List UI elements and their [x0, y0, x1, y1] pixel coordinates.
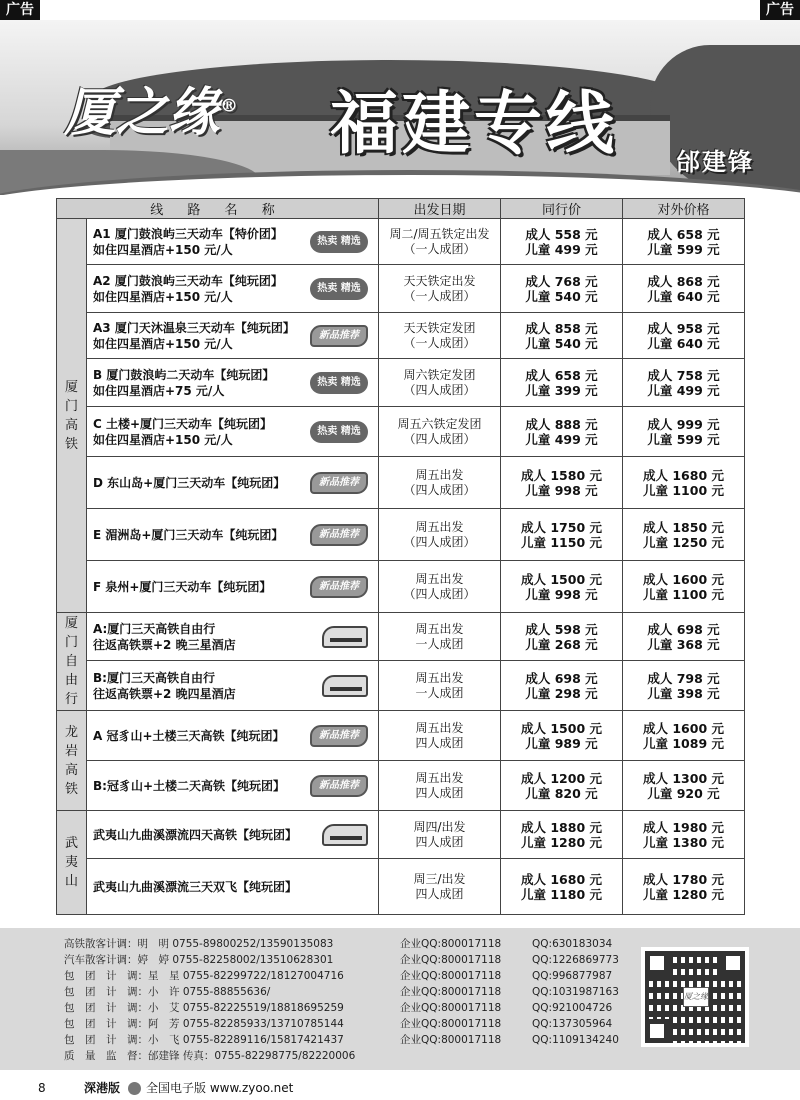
departure-text: 一人成团 [415, 636, 464, 651]
peer-price: 儿童 1180 元 [521, 886, 602, 902]
peer-price: 成人 558 元 [525, 226, 598, 242]
departure-text: 周五出发 [415, 519, 464, 534]
peer-price: 儿童 298 元 [525, 685, 598, 701]
table-row [57, 811, 745, 859]
route-cell [87, 613, 379, 661]
table-row [57, 761, 745, 811]
table-row [57, 859, 745, 915]
public-price: 成人 999 元 [647, 416, 720, 432]
region-label: 武夷山 [57, 811, 87, 915]
ad-tag-right: 广告 [760, 0, 800, 20]
route-cell [87, 859, 379, 915]
peer-price: 成人 1500 元 [521, 720, 602, 736]
departure-text: 四人成团 [415, 834, 464, 849]
table-header [57, 199, 745, 219]
peer-price: 成人 1500 元 [521, 571, 602, 587]
public-price: 成人 698 元 [647, 621, 720, 637]
public-price: 儿童 499 元 [647, 382, 720, 398]
enterprise-qq: 企业QQ:800017118 [400, 1034, 502, 1046]
enterprise-qq: 企业QQ:800017118 [400, 986, 502, 998]
peer-price-cell [501, 761, 623, 811]
public-price: 成人 958 元 [647, 320, 720, 336]
route-name: 如住四星酒店+150 元/人 [93, 432, 233, 447]
departure-text: 天天铁定出发 [403, 273, 476, 288]
route-name: 往返高铁票+2 晚三星酒店 [93, 637, 236, 652]
departure-cell [379, 219, 501, 265]
table-row [57, 265, 745, 313]
table-row [57, 561, 745, 613]
personal-qq: QQ:137305964 [532, 1018, 613, 1030]
personal-qq: QQ:1109134240 [532, 1034, 619, 1046]
peer-price: 成人 1680 元 [521, 871, 602, 887]
new-product-badge-icon: 新品推荐 [310, 576, 368, 598]
high-speed-train-icon [322, 626, 368, 648]
peer-price-cell [501, 457, 623, 509]
hot-pick-badge-icon: 热卖 精选 [310, 372, 368, 394]
public-price: 儿童 640 元 [647, 335, 720, 351]
departure-cell [379, 859, 501, 915]
contact-person: 质 量 监 督：邰建锋 传真：0755-82298775/82220006 [64, 1050, 356, 1062]
ad-tag-left: 广告 [0, 0, 40, 20]
public-price: 成人 1680 元 [643, 467, 724, 483]
departure-cell [379, 661, 501, 711]
route-name: E 湄洲岛+厦门三天动车【纯玩团】 [93, 527, 284, 542]
table-row [57, 711, 745, 761]
departure-text: 四人成团 [415, 886, 464, 901]
route-cell [87, 407, 379, 457]
route-name: 往返高铁票+2 晚四星酒店 [93, 686, 236, 701]
departure-cell [379, 265, 501, 313]
table-body [57, 219, 745, 915]
public-price-cell [623, 407, 745, 457]
departure-text: 周五六铁定发团 [397, 416, 482, 431]
peer-price-cell [501, 811, 623, 859]
departure-cell [379, 811, 501, 859]
public-price: 儿童 1089 元 [643, 735, 724, 751]
departure-cell [379, 359, 501, 407]
departure-text: （四人成团） [403, 482, 476, 497]
route-cell [87, 359, 379, 407]
public-price-cell [623, 859, 745, 915]
route-name: B:冠豸山+土楼二天高铁【纯玩团】 [93, 778, 286, 793]
public-price: 成人 658 元 [647, 226, 720, 242]
route-name: 如住四星酒店+150 元/人 [93, 336, 233, 351]
enterprise-qq: 企业QQ:800017118 [400, 970, 502, 982]
public-price-cell [623, 509, 745, 561]
public-price: 成人 798 元 [647, 670, 720, 686]
departure-text: （一人成团） [403, 241, 476, 256]
public-price-cell [623, 265, 745, 313]
departure-text: 周二/周五铁定出发 [389, 226, 490, 241]
new-product-badge-icon: 新品推荐 [310, 472, 368, 494]
departure-text: （四人成团） [403, 382, 476, 397]
price-table-wrap [56, 198, 744, 915]
brand-logo: 厦之缘® [64, 82, 239, 143]
route-name: A 冠豸山+土楼三天高铁【纯玩团】 [93, 728, 285, 743]
website-link[interactable]: 全国电子版 www.zyoo.net [146, 1081, 294, 1095]
table-row [57, 509, 745, 561]
peer-price-cell [501, 859, 623, 915]
public-price: 儿童 1100 元 [643, 586, 724, 602]
public-price: 成人 1600 元 [643, 571, 724, 587]
route-name: A3 厦门天沐温泉三天动车【纯玩团】 [93, 320, 295, 335]
route-name: F 泉州+厦门三天动车【纯玩团】 [93, 579, 272, 594]
peer-price: 成人 858 元 [525, 320, 598, 336]
contact-person: 包 团 计 调：星 星 0755-82299722/18127004716 [64, 970, 344, 982]
public-price: 儿童 1280 元 [643, 886, 724, 902]
route-cell [87, 661, 379, 711]
route-name: B 厦门鼓浪屿二天动车【纯玩团】 [93, 367, 275, 382]
route-cell [87, 313, 379, 359]
public-price: 成人 758 元 [647, 367, 720, 383]
route-cell [87, 711, 379, 761]
peer-price: 成人 888 元 [525, 416, 598, 432]
edition-icon [128, 1082, 141, 1095]
peer-price: 成人 658 元 [525, 367, 598, 383]
route-name: 如住四星酒店+75 元/人 [93, 383, 225, 398]
route-name: 如住四星酒店+150 元/人 [93, 289, 233, 304]
footer [0, 1076, 800, 1100]
peer-price: 成人 698 元 [525, 670, 598, 686]
hot-pick-badge-icon: 热卖 精选 [310, 278, 368, 300]
public-price-cell [623, 661, 745, 711]
departure-text: 四人成团 [415, 735, 464, 750]
public-price: 成人 1300 元 [643, 770, 724, 786]
public-price-cell [623, 359, 745, 407]
contact-person: 包 团 计 调：阿 芳 0755-82285933/13710785144 [64, 1018, 344, 1030]
peer-price-cell [501, 711, 623, 761]
departure-text: 四人成团 [415, 785, 464, 800]
public-price: 成人 1780 元 [643, 871, 724, 887]
banner [0, 20, 800, 195]
departure-text: 周五出发 [415, 467, 464, 482]
departure-cell [379, 313, 501, 359]
table-row [57, 313, 745, 359]
table-row [57, 661, 745, 711]
peer-price: 儿童 499 元 [525, 431, 598, 447]
departure-text: 周五出发 [415, 770, 464, 785]
departure-text: （一人成团） [403, 335, 476, 350]
new-product-badge-icon: 新品推荐 [310, 325, 368, 347]
route-cell [87, 811, 379, 859]
route-cell [87, 561, 379, 613]
peer-price: 儿童 268 元 [525, 636, 598, 652]
public-price: 儿童 920 元 [647, 785, 720, 801]
route-cell [87, 761, 379, 811]
col-header-peer-price: 同行价 [501, 199, 623, 219]
personal-qq: QQ:996877987 [532, 970, 613, 982]
route-cell [87, 265, 379, 313]
peer-price: 成人 1880 元 [521, 819, 602, 835]
enterprise-qq: 企业QQ:800017118 [400, 954, 502, 966]
peer-price: 儿童 820 元 [525, 785, 598, 801]
route-name: 如住四星酒店+150 元/人 [93, 242, 233, 257]
table-row [57, 457, 745, 509]
banner-title: 福建专线 [330, 85, 619, 164]
col-header-route: 线 路 名 称 [57, 199, 379, 219]
departure-text: 一人成团 [415, 685, 464, 700]
peer-price: 儿童 540 元 [525, 335, 598, 351]
price-table [56, 198, 745, 915]
departure-cell [379, 457, 501, 509]
personal-qq: QQ:921004726 [532, 1002, 613, 1014]
peer-price: 成人 1580 元 [521, 467, 602, 483]
peer-price: 成人 768 元 [525, 273, 598, 289]
departure-text: 天天铁定发团 [403, 320, 476, 335]
personal-qq: QQ:630183034 [532, 938, 613, 950]
departure-text: （四人成团） [403, 534, 476, 549]
departure-text: 周三/出发 [413, 871, 466, 886]
peer-price-cell [501, 407, 623, 457]
route-cell [87, 509, 379, 561]
departure-text: 周六铁定发团 [403, 367, 476, 382]
peer-price: 儿童 998 元 [525, 482, 598, 498]
departure-text: （四人成团） [403, 431, 476, 446]
peer-price-cell [501, 613, 623, 661]
departure-cell [379, 613, 501, 661]
route-name: A2 厦门鼓浪屿三天动车【纯玩团】 [93, 273, 283, 288]
departure-text: （一人成团） [403, 288, 476, 303]
qr-code [641, 947, 749, 1047]
table-row [57, 613, 745, 661]
table-row [57, 219, 745, 265]
public-price-cell [623, 761, 745, 811]
public-price-cell [623, 613, 745, 661]
public-price-cell [623, 313, 745, 359]
peer-price-cell [501, 359, 623, 407]
departure-cell [379, 509, 501, 561]
contact-person: 汽车散客计调：婷 婷 0755-82258002/13510628301 [64, 954, 334, 966]
peer-price: 成人 1200 元 [521, 770, 602, 786]
public-price: 成人 1980 元 [643, 819, 724, 835]
public-price-cell [623, 711, 745, 761]
route-name: 武夷山九曲溪漂流四天高铁【纯玩团】 [93, 827, 298, 842]
high-speed-train-icon [322, 824, 368, 846]
contact-person: 包 团 计 调：小 飞 0755-82289116/15817421437 [64, 1034, 344, 1046]
peer-price-cell [501, 509, 623, 561]
route-name: A1 厦门鼓浪屿三天动车【特价团】 [93, 226, 283, 241]
peer-price: 儿童 499 元 [525, 241, 598, 257]
departure-cell [379, 407, 501, 457]
peer-price: 成人 598 元 [525, 621, 598, 637]
route-name: B:厦门三天高铁自由行 [93, 670, 215, 685]
contact-person: 包 团 计 调：小 许 0755-88855636/ [64, 986, 271, 998]
col-header-public-price: 对外价格 [623, 199, 745, 219]
peer-price-cell [501, 219, 623, 265]
route-cell [87, 219, 379, 265]
public-price: 儿童 1250 元 [643, 534, 724, 550]
new-product-badge-icon: 新品推荐 [310, 775, 368, 797]
personal-qq: QQ:1031987163 [532, 986, 619, 998]
departure-text: 周五出发 [415, 720, 464, 735]
banner-name: 邰建锋 [676, 148, 754, 176]
peer-price: 儿童 1280 元 [521, 834, 602, 850]
public-price-cell [623, 219, 745, 265]
public-price: 成人 868 元 [647, 273, 720, 289]
hot-pick-badge-icon: 热卖 精选 [310, 421, 368, 443]
peer-price: 儿童 399 元 [525, 382, 598, 398]
enterprise-qq: 企业QQ:800017118 [400, 1018, 502, 1030]
route-name: 武夷山九曲溪漂流三天双飞【纯玩团】 [93, 879, 298, 894]
public-price: 儿童 1380 元 [643, 834, 724, 850]
departure-text: 周四/出发 [413, 819, 466, 834]
public-price: 成人 1850 元 [643, 519, 724, 535]
peer-price-cell [501, 561, 623, 613]
new-product-badge-icon: 新品推荐 [310, 524, 368, 546]
region-label: 厦门高铁 [57, 219, 87, 613]
public-price: 儿童 398 元 [647, 685, 720, 701]
region-label: 龙岩高铁 [57, 711, 87, 811]
departure-text: 周五出发 [415, 670, 464, 685]
col-header-date: 出发日期 [379, 199, 501, 219]
route-name: A:厦门三天高铁自由行 [93, 621, 216, 636]
contact-person: 高铁散客计调：明 明 0755-89800252/13590135083 [64, 938, 334, 950]
public-price: 儿童 599 元 [647, 431, 720, 447]
departure-text: 周五出发 [415, 621, 464, 636]
departure-text: （四人成团） [403, 586, 476, 601]
peer-price-cell [501, 313, 623, 359]
peer-price: 儿童 540 元 [525, 288, 598, 304]
table-row [57, 407, 745, 457]
edition-label: 深港版 [84, 1081, 121, 1095]
peer-price-cell [501, 265, 623, 313]
public-price: 儿童 599 元 [647, 241, 720, 257]
peer-price: 儿童 989 元 [525, 735, 598, 751]
public-price-cell [623, 561, 745, 613]
hot-pick-badge-icon: 热卖 精选 [310, 231, 368, 253]
enterprise-qq: 企业QQ:800017118 [400, 938, 502, 950]
peer-price: 儿童 998 元 [525, 586, 598, 602]
public-price: 儿童 1100 元 [643, 482, 724, 498]
public-price-cell [623, 457, 745, 509]
route-cell [87, 457, 379, 509]
region-label: 厦门自由行 [57, 613, 87, 711]
route-name: D 东山岛+厦门三天动车【纯玩团】 [93, 475, 286, 490]
new-product-badge-icon: 新品推荐 [310, 725, 368, 747]
departure-cell [379, 561, 501, 613]
page-number: 8 [38, 1081, 46, 1095]
public-price-cell [623, 811, 745, 859]
public-price: 成人 1600 元 [643, 720, 724, 736]
qr-logo: 厦之缘 [683, 987, 709, 1007]
enterprise-qq: 企业QQ:800017118 [400, 1002, 502, 1014]
high-speed-train-icon [322, 675, 368, 697]
contact-person: 包 团 计 调：小 艾 0755-82225519/18818695259 [64, 1002, 344, 1014]
peer-price: 成人 1750 元 [521, 519, 602, 535]
route-name: C 土楼+厦门三天动车【纯玩团】 [93, 416, 273, 431]
personal-qq: QQ:1226869773 [532, 954, 619, 966]
peer-price: 儿童 1150 元 [521, 534, 602, 550]
public-price: 儿童 368 元 [647, 636, 720, 652]
departure-cell [379, 711, 501, 761]
departure-text: 周五出发 [415, 571, 464, 586]
public-price: 儿童 640 元 [647, 288, 720, 304]
table-row [57, 359, 745, 407]
peer-price-cell [501, 661, 623, 711]
departure-cell [379, 761, 501, 811]
